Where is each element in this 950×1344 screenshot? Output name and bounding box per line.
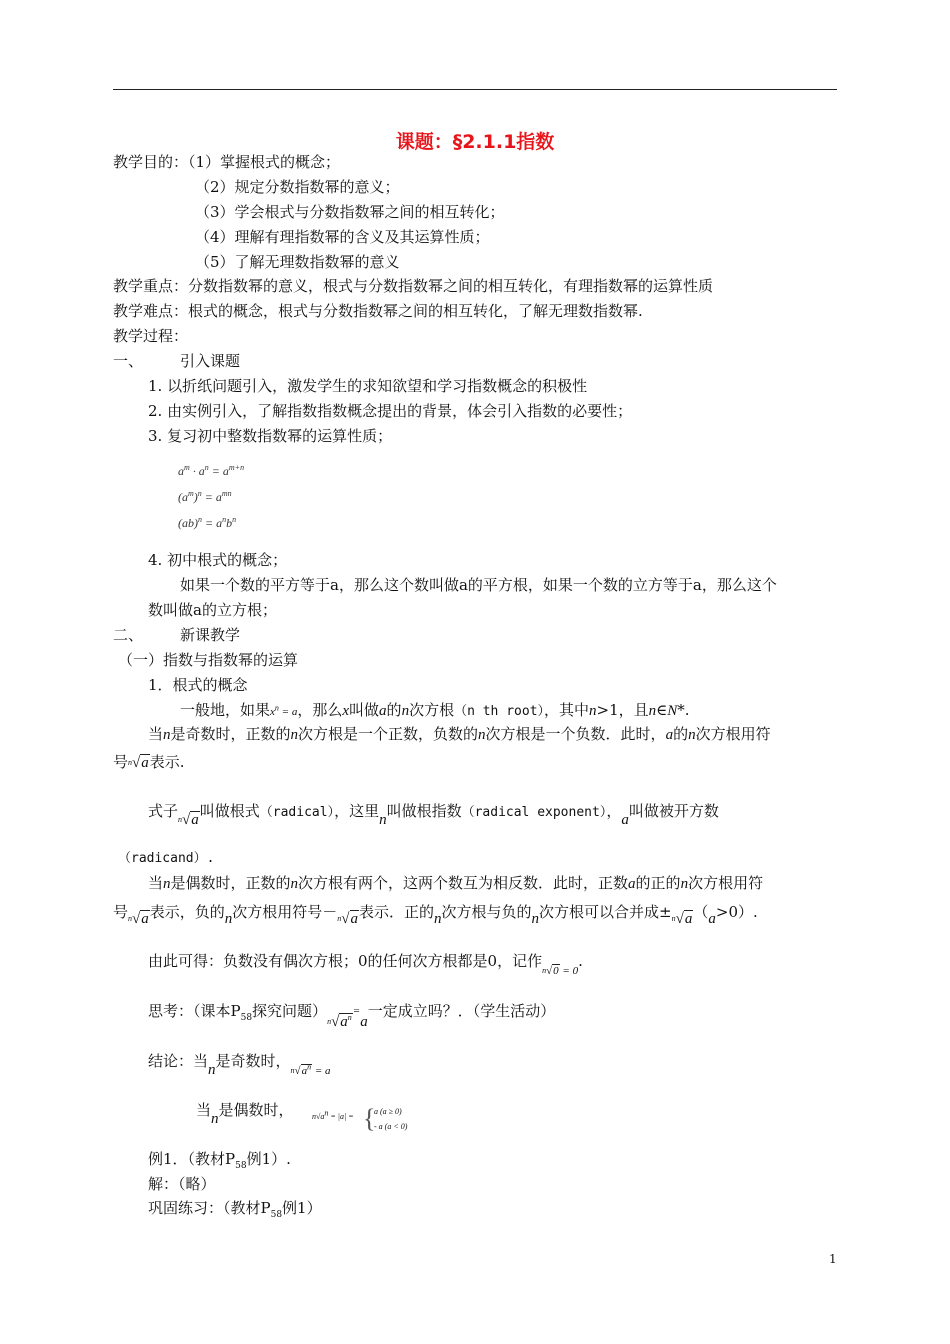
conclusion-zero-line: 由此可得：负数没有偶次方根；0的任何次方根都是0，记作$^n$√0 = 0.: [148, 952, 583, 972]
goals-label: 教学目的：: [113, 153, 189, 171]
header-rule: [113, 89, 837, 90]
definition-line: 一般地，如果$x^n = a$，那么x叫做a的n次方根（n th root），其中n>1，且n∈N*.: [180, 701, 690, 719]
radical-zero-formula: $^n$√0 = 0: [542, 965, 579, 977]
key-points: 教学重点：分数指数幂的意义，根式与分数指数幂之间的相互转化，有理指数幂的运算性质: [113, 277, 714, 295]
formula-product-rule: $a^m \cdot a^n = a^{m+n}$: [178, 463, 245, 478]
section1-title: 引入课题: [180, 352, 241, 370]
formula-product-power: $(ab)^n = a^nb^n$: [178, 515, 237, 530]
goal-item: （2）规定分数指数幂的意义；: [195, 178, 400, 196]
radical-symbol: $^n$√a: [128, 755, 149, 771]
page-title: 课题：§2.1.1指数: [395, 131, 555, 153]
even-symbol-line: 号$^n$√a表示，负的n次方根用符号－$^n$√a表示．正的n次方根与负的n次方根可以合并成±$^n$√a（a>0）.: [113, 903, 758, 927]
section1-num: 一、: [113, 352, 144, 370]
section2-title: 新课教学: [180, 626, 241, 644]
odd-root-formula: $^n√a^n = a$: [290, 1062, 331, 1077]
radical-symbol: $^n$√a: [671, 911, 693, 927]
goal-item: （5）了解无理数指数幂的意义: [195, 253, 400, 271]
radical-symbol: $^n$√a: [178, 812, 199, 828]
even-case-line: 当n是偶数时，正数的n次方根有两个，这两个数互为相反数．此时，正数a的正的n次方根用符: [148, 874, 764, 892]
process-label: 教学过程：: [113, 327, 189, 345]
odd-conclusion-line: 结论：当n是奇数时，$^n√a^n = a$: [148, 1052, 331, 1078]
solution-line: 解：（略）: [148, 1175, 216, 1193]
radical-definition-line: 式子$^n$√a叫做根式（radical），这里n叫做根指数（radical exponent），a叫做被开方数: [148, 802, 719, 828]
page-number: 1: [829, 1252, 837, 1266]
radicand-term: （radicand）.: [118, 851, 215, 866]
goal-item: （4）理解有理指数幂的含义及其运算性质；: [195, 228, 490, 246]
goal-item: （3）学会根式与分数指数幂之间的相互转化；: [195, 203, 505, 221]
list-item: 4. 初中根式的概念；: [148, 551, 288, 569]
even-conclusion-line: 当n是偶数时，: [196, 1101, 294, 1127]
practice-line: 巩固练习：（教材$P_{58}$例1）: [148, 1199, 322, 1220]
list-item: 3. 复习初中整数指数幂的运算性质；: [148, 427, 393, 445]
absolute-value-cases: $n√a^n = |a|$ = { a (a ≥ 0) - a (a < 0): [312, 1104, 408, 1133]
radical-symbol: $^n$√a: [337, 911, 359, 927]
example-line: 例1．（教材$P_{58}$例1）.: [148, 1150, 291, 1171]
section2-num: 二、: [113, 626, 144, 644]
subsection-title: （一）指数与指数幂的运算: [118, 651, 299, 669]
list-item: 1. 以折纸问题引入，激发学生的求知欲望和学习指数概念的积极性: [148, 377, 588, 395]
odd-symbol-line: 号$^n$√a表示.: [113, 753, 185, 771]
formula-power-rule: $(a^m)^n = a^{mn}$: [178, 489, 232, 504]
think-question-line: 思考：（课本$P_{58}$探究问题）$^n√a^{n=}a$一定成立吗？．（学生活动）: [148, 1002, 556, 1030]
radical-power-formula: $^n√a^n$: [327, 1013, 352, 1030]
paragraph: 数叫做a的立方根；: [148, 601, 277, 619]
radical-symbol: $^n$√a: [128, 911, 149, 927]
goal-item: （1）掌握根式的概念；: [188, 153, 341, 171]
goals-label-line: [113, 153, 340, 171]
difficulties: 教学难点：根式的概念，根式与分数指数幂之间的相互转化，了解无理数指数幂.: [113, 302, 643, 320]
paragraph: 如果一个数的平方等于a，那么这个数叫做a的平方根，如果一个数的立方等于a，那么这个: [180, 576, 777, 594]
list-item: 2. 由实例引入，了解指数指数概念提出的背景，体会引入指数的必要性；: [148, 402, 633, 420]
odd-case-line: 当n是奇数时，正数的n次方根是一个正数，负数的n次方根是一个负数．此时，a的n次方根用符: [148, 725, 771, 743]
list-item: 1．根式的概念: [148, 676, 248, 694]
